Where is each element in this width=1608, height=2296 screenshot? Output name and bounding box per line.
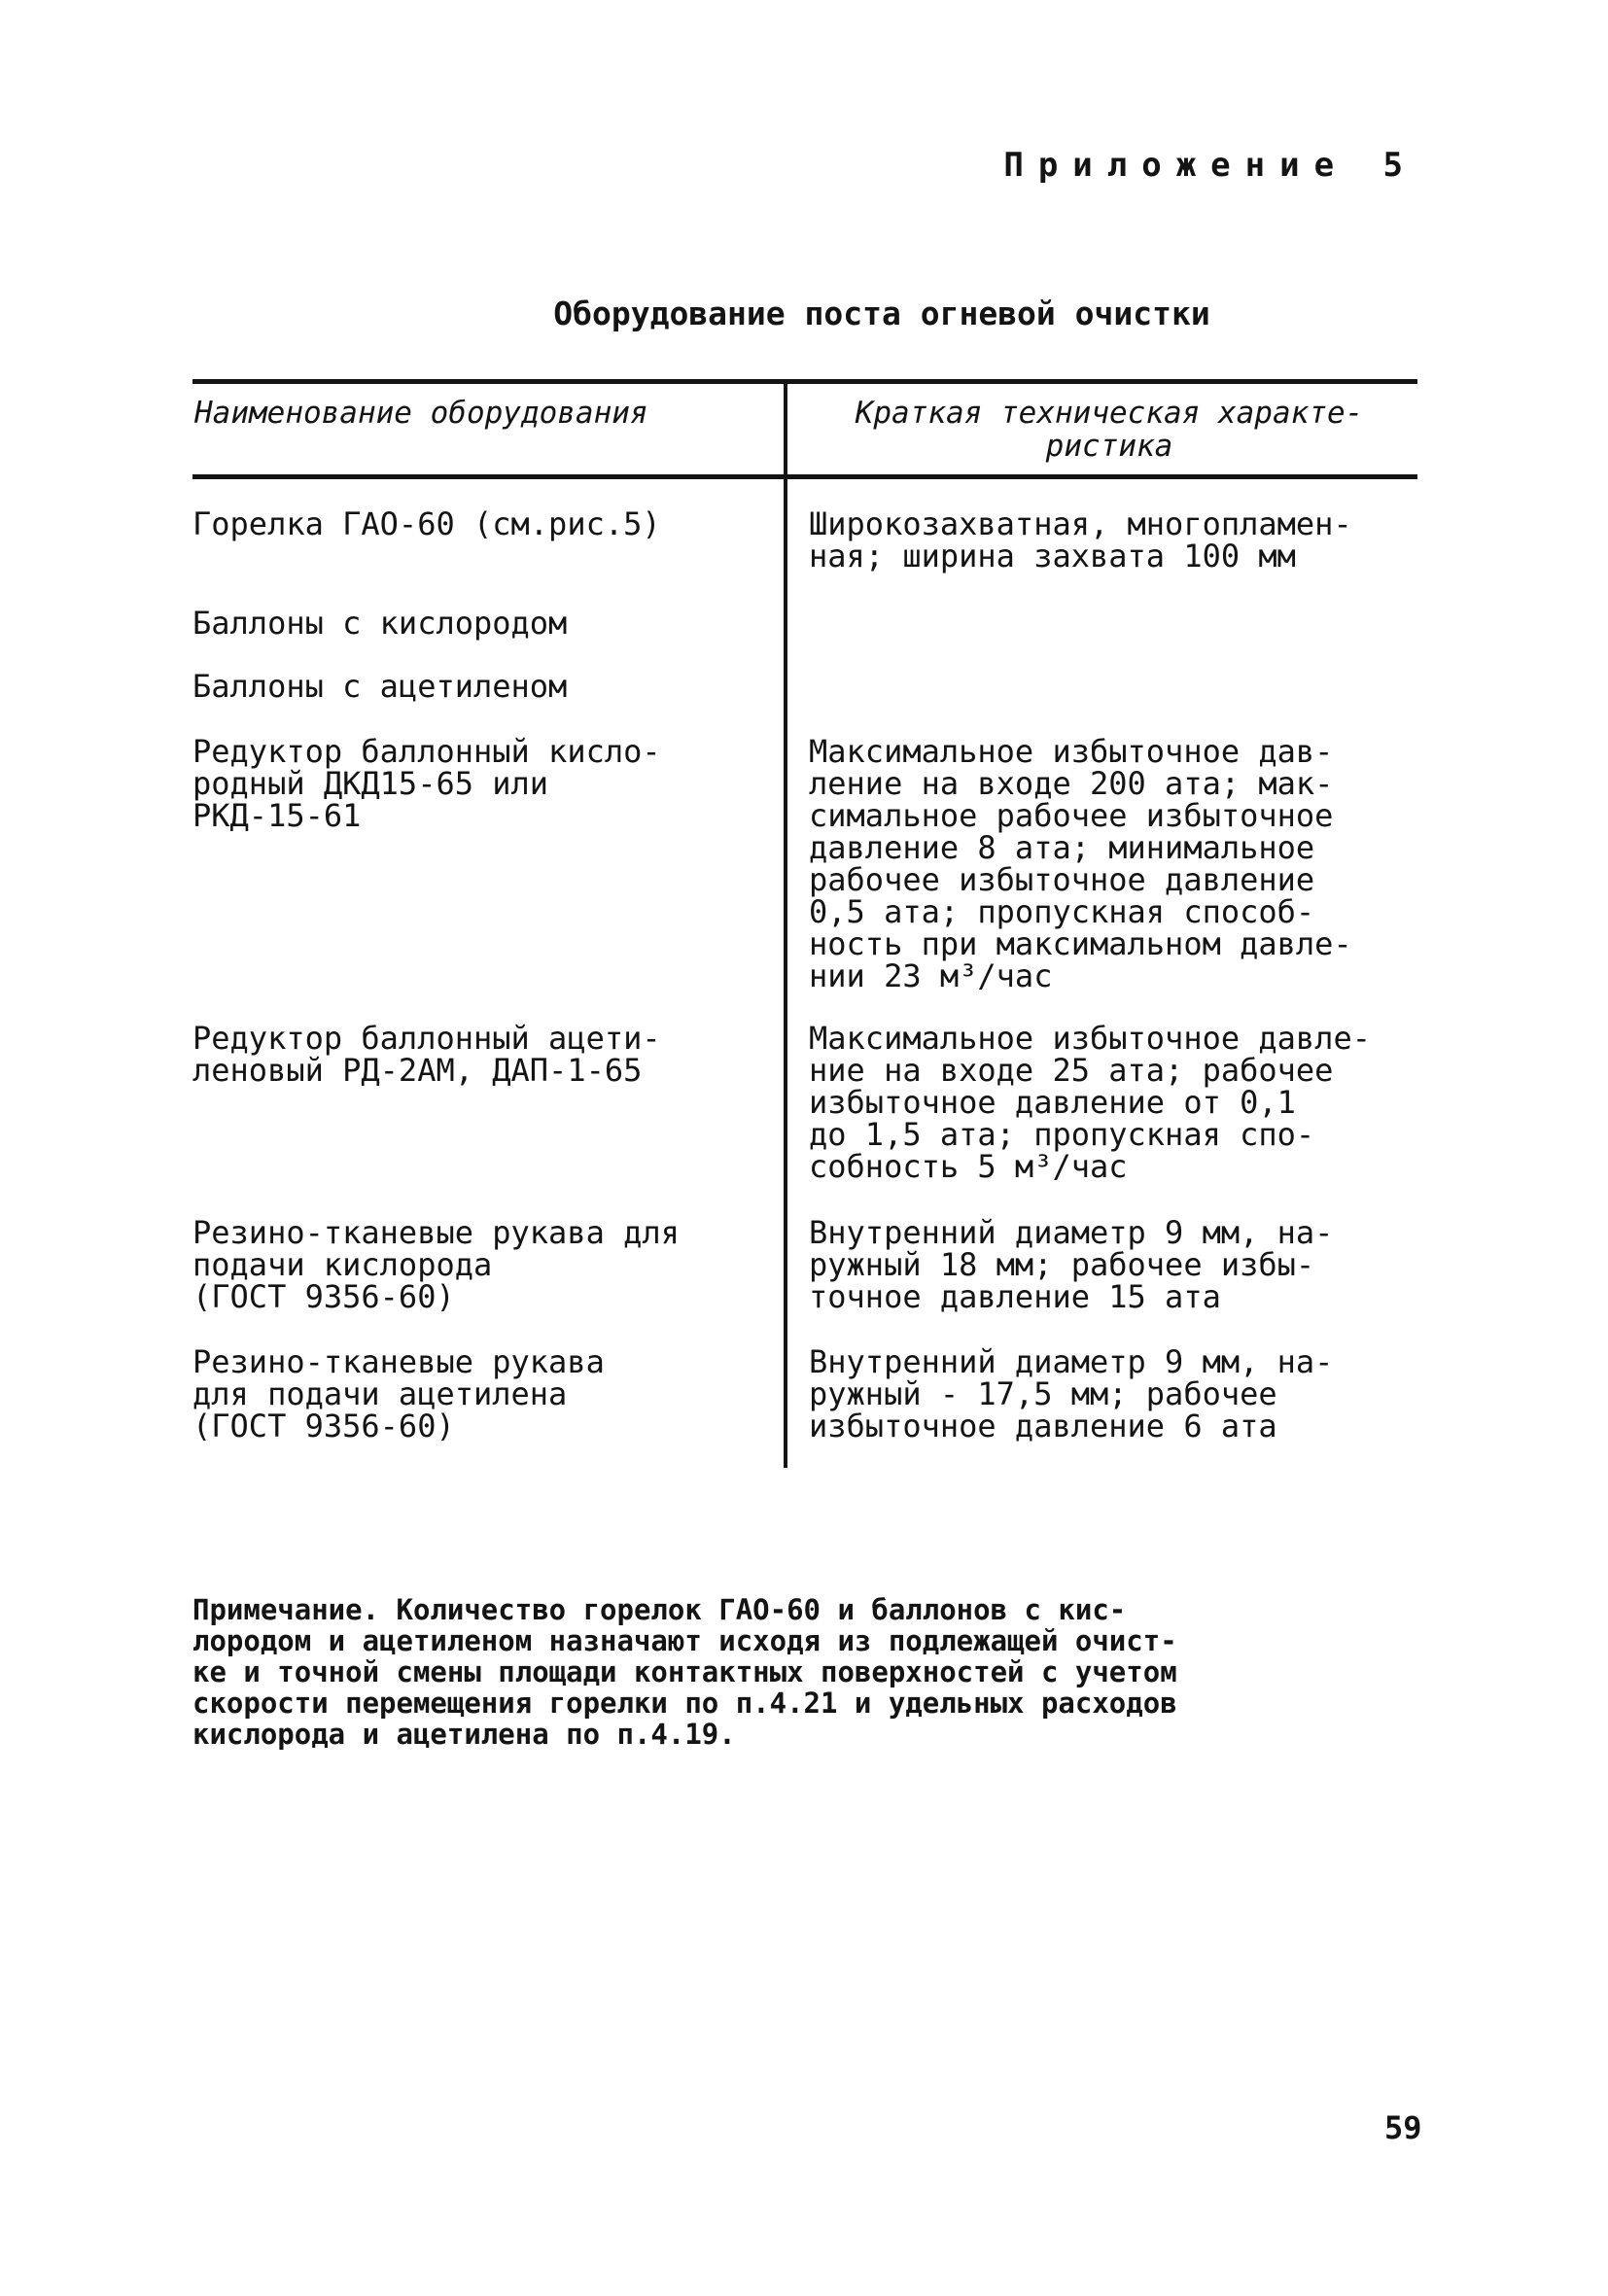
table-header-rule	[192, 474, 1417, 479]
table-row-spec: Внутренний диаметр 9 мм, на- ружный 18 мм; рабочее избы- точное давление 15 ата	[809, 1214, 1334, 1315]
footnote: Примечание. Количество горелок ГАО-60 и баллонов с кис- лородом и ацетиленом назначают исходя из подлежащей очист- ке и точной смены площади контактных поверхностей с учетом скорости перемещения горелки по п.4.21 и удельных расходов кислорода и ацетилена по п.4.19.	[192, 1593, 1177, 1751]
column-header-specification: Краткая техническая характе- ристика	[855, 396, 1364, 464]
page-title: Оборудование поста огневой очистки	[553, 295, 1210, 332]
table-row-spec: Максимальное избыточное дав- ление на входе 200 ата; мак- симальное рабочее избыточное давление 8 ата; минимальное рабочее избыточное давление 0,5 ата; пропускная способ- ность при максимальном давле- нии 23 м³/час	[809, 733, 1352, 994]
table-row-name: Баллоны с кислородом	[192, 605, 568, 642]
table-row-spec: Широкозахватная, многопламен- ная; ширина захвата 100 мм	[809, 505, 1352, 574]
appendix-label: Приложение 5	[1003, 146, 1417, 185]
table-top-rule	[192, 379, 1417, 384]
page-number: 59	[1384, 2109, 1422, 2146]
table-row-name: Резино-тканевые рукава для подачи ацетилена (ГОСТ 9356-60)	[192, 1343, 605, 1444]
table-row-name: Редуктор баллонный ацети- леновый РД-2АМ, ДАП-1-65	[192, 1020, 661, 1089]
table-row-spec: Максимальное избыточное давле- ние на входе 25 ата; рабочее избыточное давление от 0,1 до 1,5 ата; пропускная спо- собность 5 м³/час	[809, 1020, 1371, 1185]
table-row-name: Горелка ГАО-60 (см.рис.5)	[192, 505, 661, 542]
table-row-name: Баллоны с ацетиленом	[192, 668, 568, 705]
column-header-equipment: Наименование оборудования	[194, 396, 648, 431]
table-row-name: Редуктор баллонный кисло- родный ДКД15-65 или РКД-15-61	[192, 733, 661, 834]
table-row-name: Резино-тканевые рукава для подачи кислорода (ГОСТ 9356-60)	[192, 1214, 680, 1315]
table-row-spec: Внутренний диаметр 9 мм, на- ружный - 17,5 мм; рабочее избыточное давление 6 ата	[809, 1343, 1334, 1444]
table-column-divider	[784, 379, 787, 1468]
